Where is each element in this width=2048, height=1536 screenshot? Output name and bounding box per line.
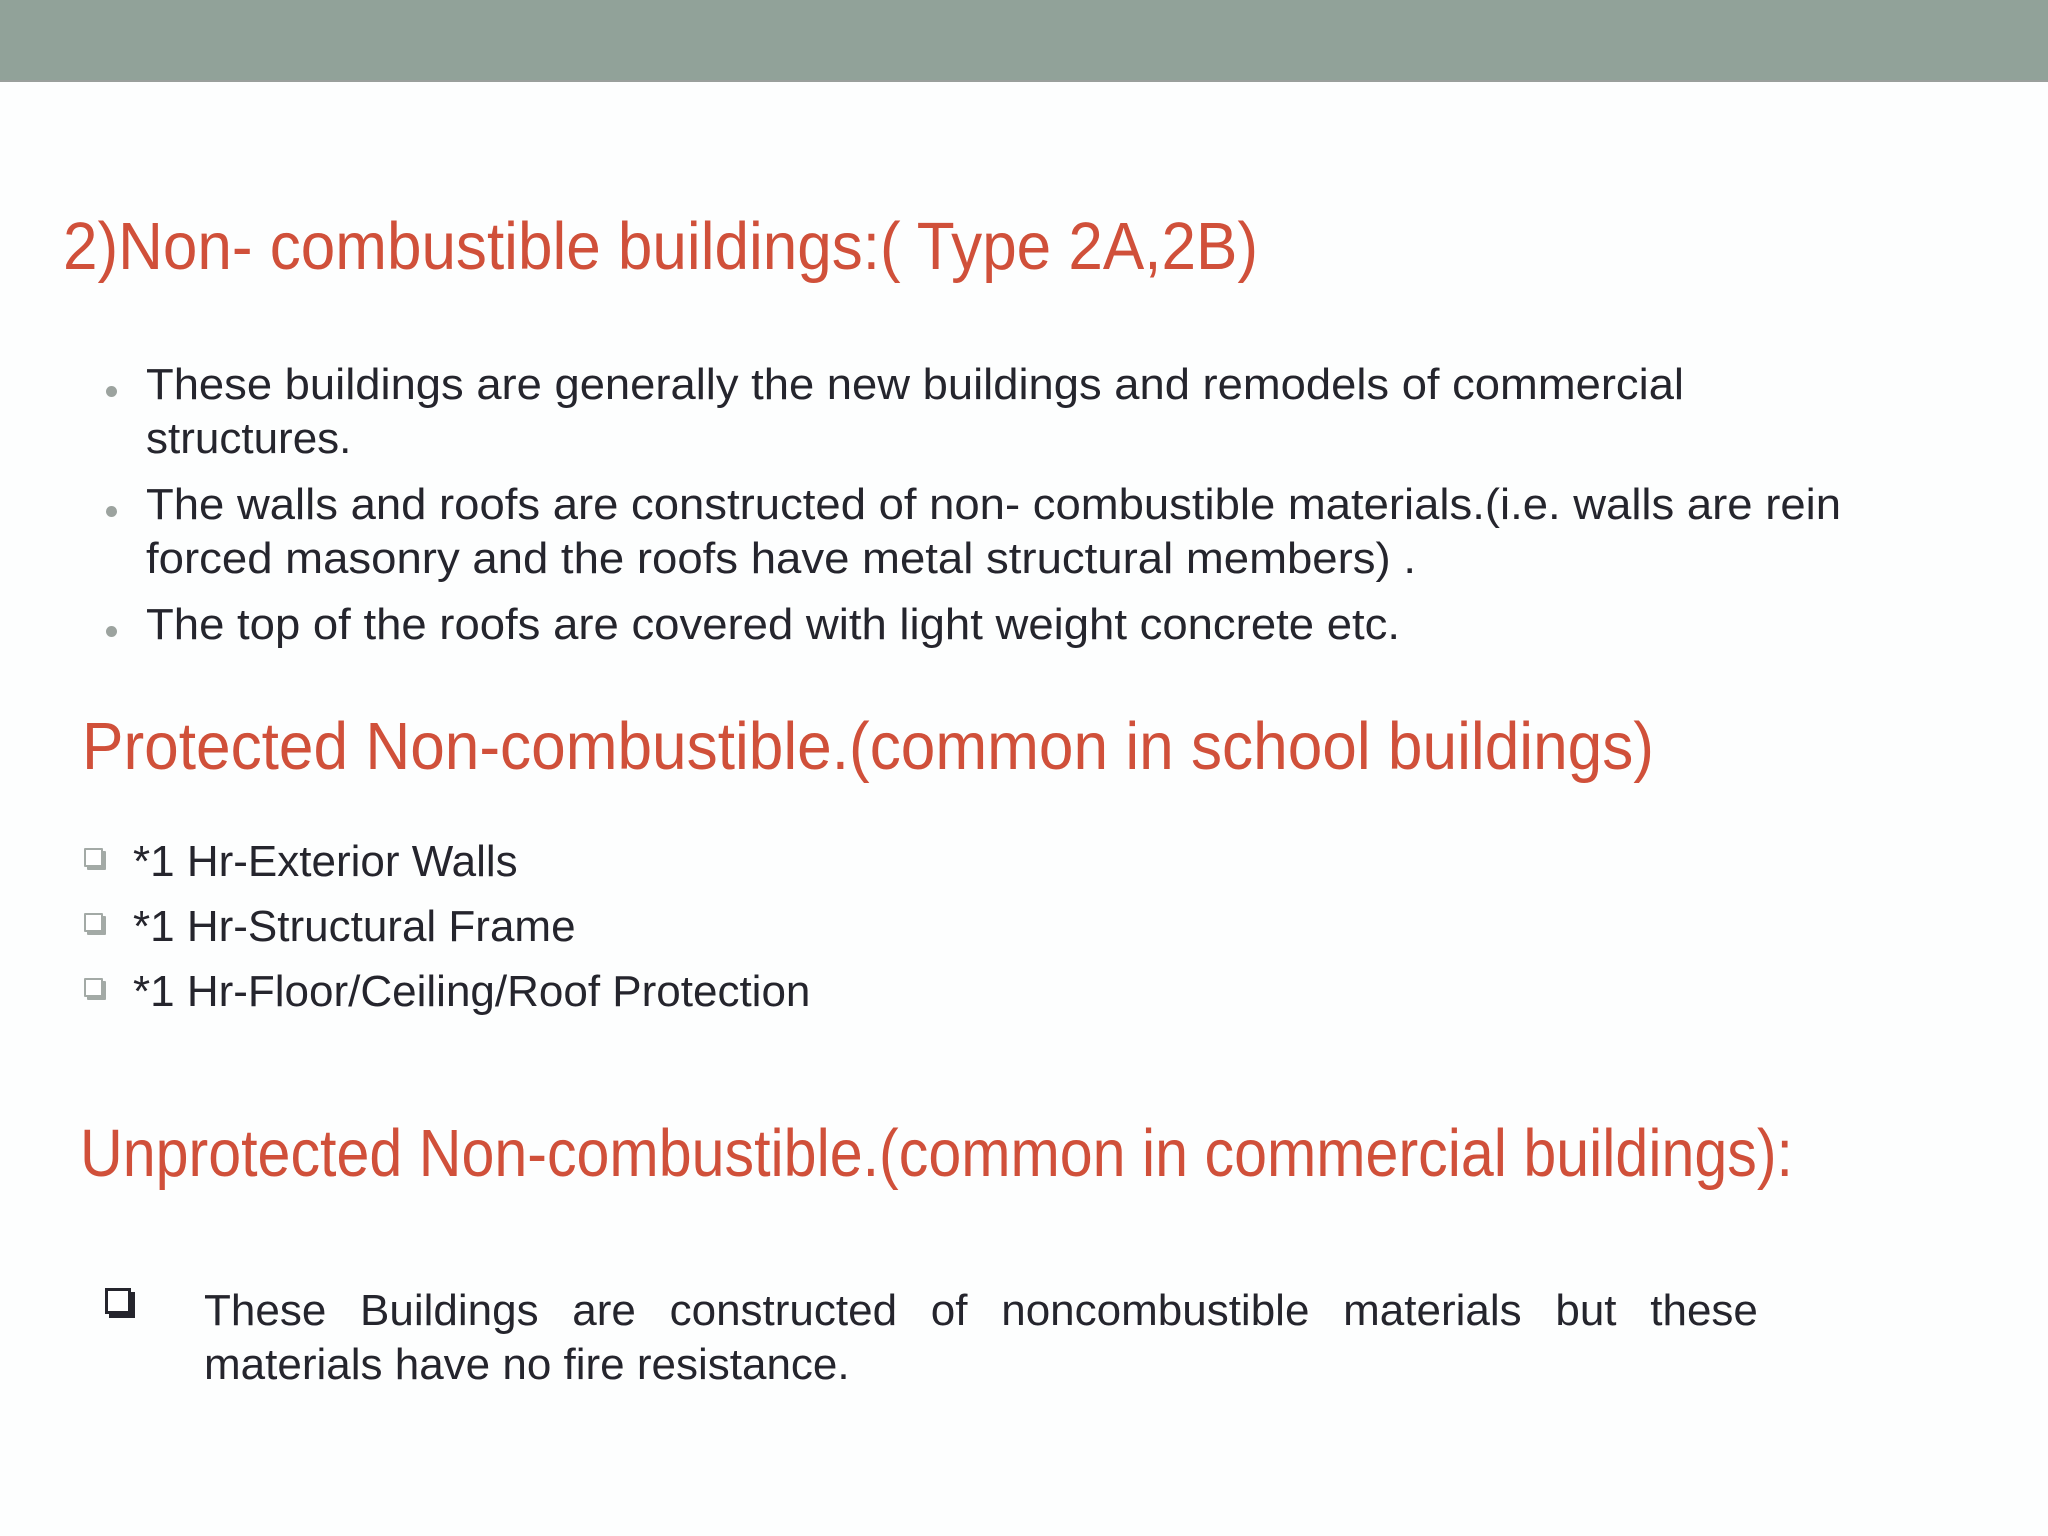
slide-title: 2)Non- combustible buildings:( Type 2A,2B) xyxy=(63,209,1258,284)
protected-item-text: *1 Hr-Exterior Walls xyxy=(133,837,518,886)
bullet-text-line: The top of the roofs are covered with light weight concrete etc. xyxy=(146,600,1400,649)
square-bullet-icon xyxy=(84,913,103,932)
bullet-dot-icon xyxy=(106,386,117,397)
header-band xyxy=(0,0,2048,82)
square-bullet-icon xyxy=(84,978,103,997)
bullet-text-line: forced masonry and the roofs have metal structural members) . xyxy=(146,534,1416,583)
bullet-dot-icon xyxy=(106,506,117,517)
bullet-text-line: structures. xyxy=(146,414,352,463)
protected-heading: Protected Non-combustible.(common in school buildings) xyxy=(82,709,1654,784)
unprotected-item-text-line: materials have no fire resistance. xyxy=(204,1340,850,1389)
unprotected-heading: Unprotected Non-combustible.(common in commercial buildings): xyxy=(80,1116,1793,1191)
square-bullet-icon xyxy=(105,1288,131,1314)
unprotected-item-text-line: These Buildings are constructed of noncombustible materials but these xyxy=(204,1286,1758,1335)
bullet-text-line: These buildings are generally the new buildings and remodels of commercial xyxy=(146,360,1684,409)
bullet-text-line: The walls and roofs are constructed of non- combustible materials.(i.e. walls are rein xyxy=(146,480,1841,529)
bullet-dot-icon xyxy=(106,626,117,637)
protected-item-text: *1 Hr-Floor/Ceiling/Roof Protection xyxy=(133,967,811,1016)
square-bullet-icon xyxy=(84,848,103,867)
protected-item-text: *1 Hr-Structural Frame xyxy=(133,902,576,951)
